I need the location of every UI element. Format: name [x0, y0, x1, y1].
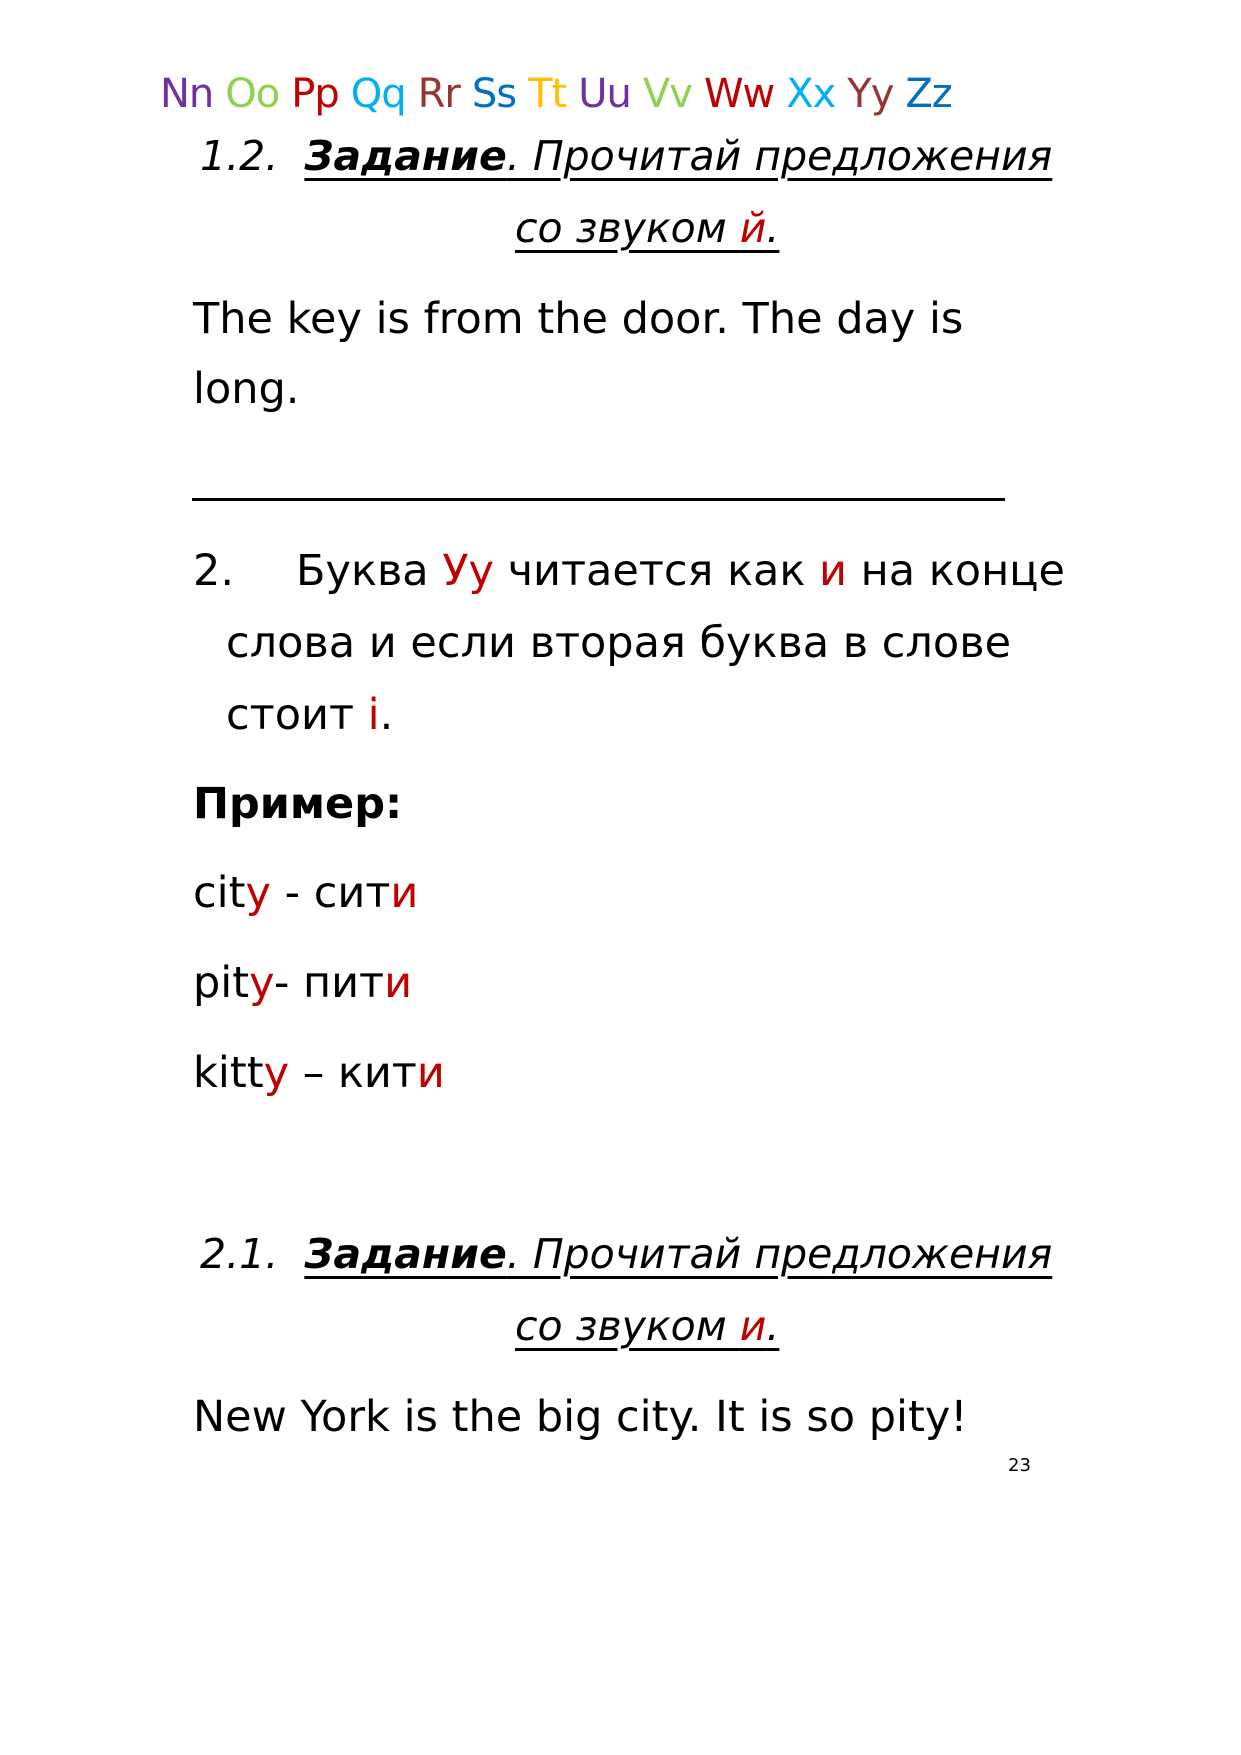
rule-2-line2: слова и если вторая буква в слове — [226, 618, 1012, 668]
text: - пит — [273, 958, 385, 1008]
period: . — [766, 204, 780, 252]
highlight-letter: и — [416, 1048, 445, 1098]
alphabet-letter-pair: Nn — [160, 71, 214, 117]
example-word — [193, 868, 419, 918]
example-label: Пример: — [193, 779, 403, 829]
task-instruction-cont: со звуком — [515, 204, 740, 252]
alphabet-letter-pair: Ss — [471, 71, 517, 117]
highlight-letter: Уу — [442, 546, 494, 596]
text: Буква — [296, 546, 443, 596]
rule-2-line3 — [226, 690, 394, 740]
text: cit — [193, 868, 246, 918]
alphabet-letter-pair: Zz — [905, 71, 952, 117]
alphabet-letter-pair: Oo — [225, 71, 280, 117]
task-2-1-heading-line2 — [515, 1302, 780, 1350]
rule-number: 2. — [193, 546, 235, 596]
alphabet-letter-pair: Uu — [578, 71, 631, 117]
alphabet-letter-pair: Pp — [291, 71, 339, 117]
highlight-sound: и — [819, 546, 847, 596]
period: . — [766, 1302, 780, 1350]
text: читается как — [493, 546, 820, 596]
alphabet-letter-pair: Qq — [350, 71, 406, 117]
alphabet-letter-pair: Yy — [847, 71, 894, 117]
alphabet-header — [160, 71, 964, 117]
sentence-line: long. — [193, 364, 300, 414]
sentence-line: New York is the big city. It is so pity! — [193, 1392, 968, 1442]
task-2-1-heading — [200, 1230, 1053, 1278]
answer-line — [192, 498, 1005, 501]
example-word — [193, 1048, 445, 1098]
page-number: 23 — [1008, 1455, 1031, 1476]
task-instruction: . Прочитай предложения — [506, 132, 1053, 180]
highlight-letter: i — [367, 690, 380, 740]
alphabet-letter-pair: Ww — [703, 71, 775, 117]
highlight-letter: y — [245, 868, 271, 918]
task-label: Задание — [304, 132, 507, 180]
highlight-letter: y — [249, 958, 274, 1008]
alphabet-letter-pair: Xx — [786, 71, 836, 117]
text: – кит — [289, 1048, 417, 1098]
task-1-2-heading — [200, 132, 1053, 180]
highlight-letter: и — [390, 868, 419, 918]
sound-letter: и — [739, 1302, 767, 1350]
highlight-letter: y — [263, 1048, 290, 1098]
task-instruction: . Прочитай предложения — [506, 1230, 1053, 1278]
highlight-letter: и — [384, 958, 413, 1008]
task-number: 1.2. — [200, 132, 279, 180]
text: стоит — [226, 690, 368, 740]
alphabet-letter-pair: Rr — [417, 71, 460, 117]
rule-2-line1 — [193, 546, 1065, 596]
task-instruction-cont: со звуком — [515, 1302, 740, 1350]
alphabet-letter-pair: Tt — [528, 71, 567, 117]
task-1-2-heading-line2 — [515, 204, 780, 252]
text: pit — [193, 958, 250, 1008]
sound-letter: й — [739, 204, 767, 252]
text: - сит — [270, 868, 391, 918]
text: на конце — [846, 546, 1065, 596]
text: kitt — [193, 1048, 264, 1098]
task-label: Задание — [304, 1230, 507, 1278]
example-word — [193, 958, 413, 1008]
text: . — [379, 690, 394, 740]
task-number: 2.1. — [200, 1230, 279, 1278]
alphabet-letter-pair: Vv — [642, 71, 692, 117]
sentence-line: The key is from the door. The day is — [193, 294, 964, 344]
